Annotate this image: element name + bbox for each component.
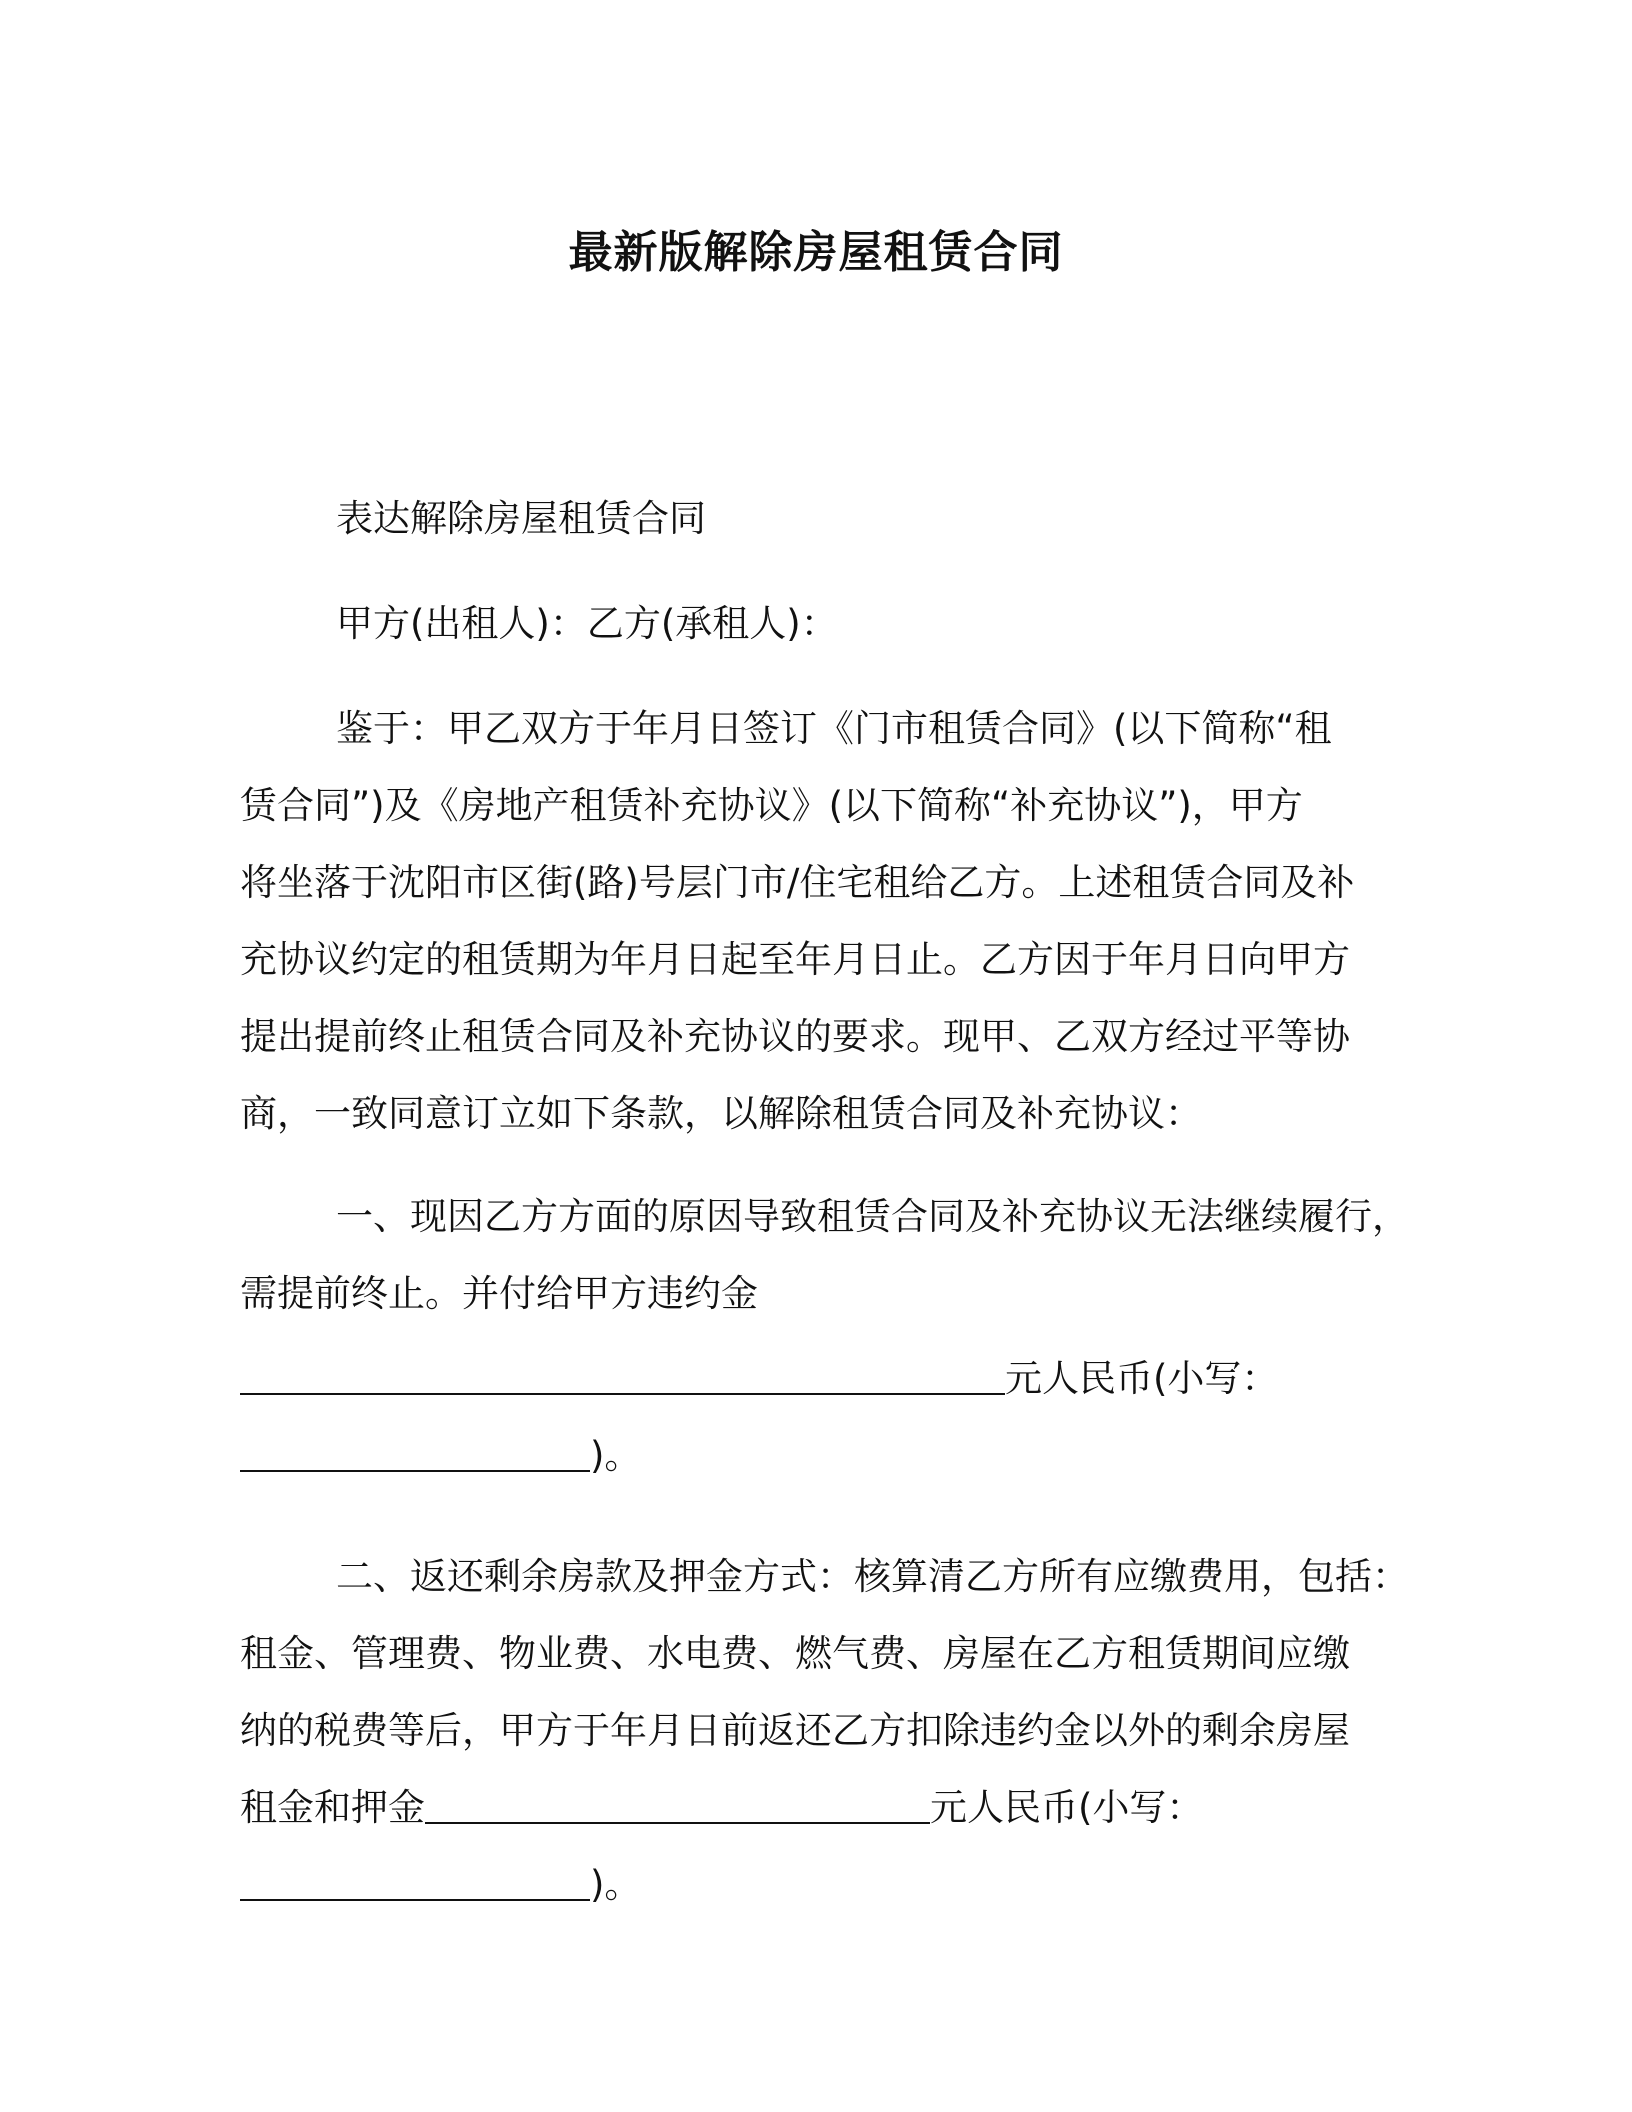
amount-blank[interactable] — [240, 1349, 1005, 1395]
amount-suffix: 元人民币(小写： — [1005, 1357, 1279, 1400]
subtitle-paragraph — [240, 480, 1410, 557]
clause-2-prefix: 租金和押金 — [240, 1786, 425, 1829]
amount-blank[interactable] — [425, 1778, 930, 1824]
recital-line: 充协议约定的租赁期为年月日起至年月日止。乙方因于年月日向甲方 — [240, 938, 1350, 981]
clause-2-paragraph — [240, 1538, 1410, 1923]
recital-line: 赁合同”)及《房地产租赁补充协议》(以下简称“补充协议”)，甲方 — [240, 784, 1303, 827]
clause-1-smallcase — [240, 1417, 1410, 1494]
clause-1-line: 一、现因乙方方面的原因导致租赁合同及补充协议无法继续履行， — [336, 1195, 1409, 1238]
parties-text: 甲方(出租人)：乙方(承租人)： — [336, 602, 838, 645]
recital-line: 商，一致同意订立如下条款，以解除租赁合同及补充协议： — [240, 1092, 1202, 1135]
recital-line: 鉴于：甲乙双方于年月日签订《门市租赁合同》(以下简称“租 — [336, 707, 1332, 750]
subtitle-text: 表达解除房屋租赁合同 — [336, 497, 706, 540]
smallcase-blank[interactable] — [240, 1426, 590, 1472]
document-title: 最新版解除房屋租赁合同 — [568, 227, 1064, 278]
recital-paragraph — [240, 690, 1410, 1152]
recital-line: 提出提前终止租赁合同及补充协议的要求。现甲、乙双方经过平等协 — [240, 1015, 1350, 1058]
clause-1-paragraph — [240, 1178, 1410, 1332]
amount-suffix: 元人民币(小写： — [930, 1786, 1204, 1829]
smallcase-close: )。 — [590, 1434, 642, 1477]
clause-2-line: 二、返还剩余房款及押金方式：核算清乙方所有应缴费用，包括： — [336, 1555, 1409, 1598]
clause-2-smallcase — [240, 1846, 1410, 1923]
clause-2-line: 租金、管理费、物业费、水电费、燃气费、房屋在乙方租赁期间应缴 — [240, 1632, 1350, 1675]
parties-paragraph — [240, 585, 1410, 662]
clause-1-amount — [240, 1340, 1410, 1417]
clause-2-amount — [240, 1769, 1410, 1846]
clause-1-line: 需提前终止。并付给甲方违约金 — [240, 1272, 758, 1315]
clause-2-line: 纳的税费等后，甲方于年月日前返还乙方扣除违约金以外的剩余房屋 — [240, 1709, 1350, 1752]
smallcase-close: )。 — [590, 1863, 642, 1906]
clause-1-amount-line — [240, 1340, 1410, 1494]
recital-line: 将坐落于沈阳市区街(路)号层门市/住宅租给乙方。上述租赁合同及补 — [240, 861, 1355, 904]
smallcase-blank[interactable] — [240, 1855, 590, 1901]
